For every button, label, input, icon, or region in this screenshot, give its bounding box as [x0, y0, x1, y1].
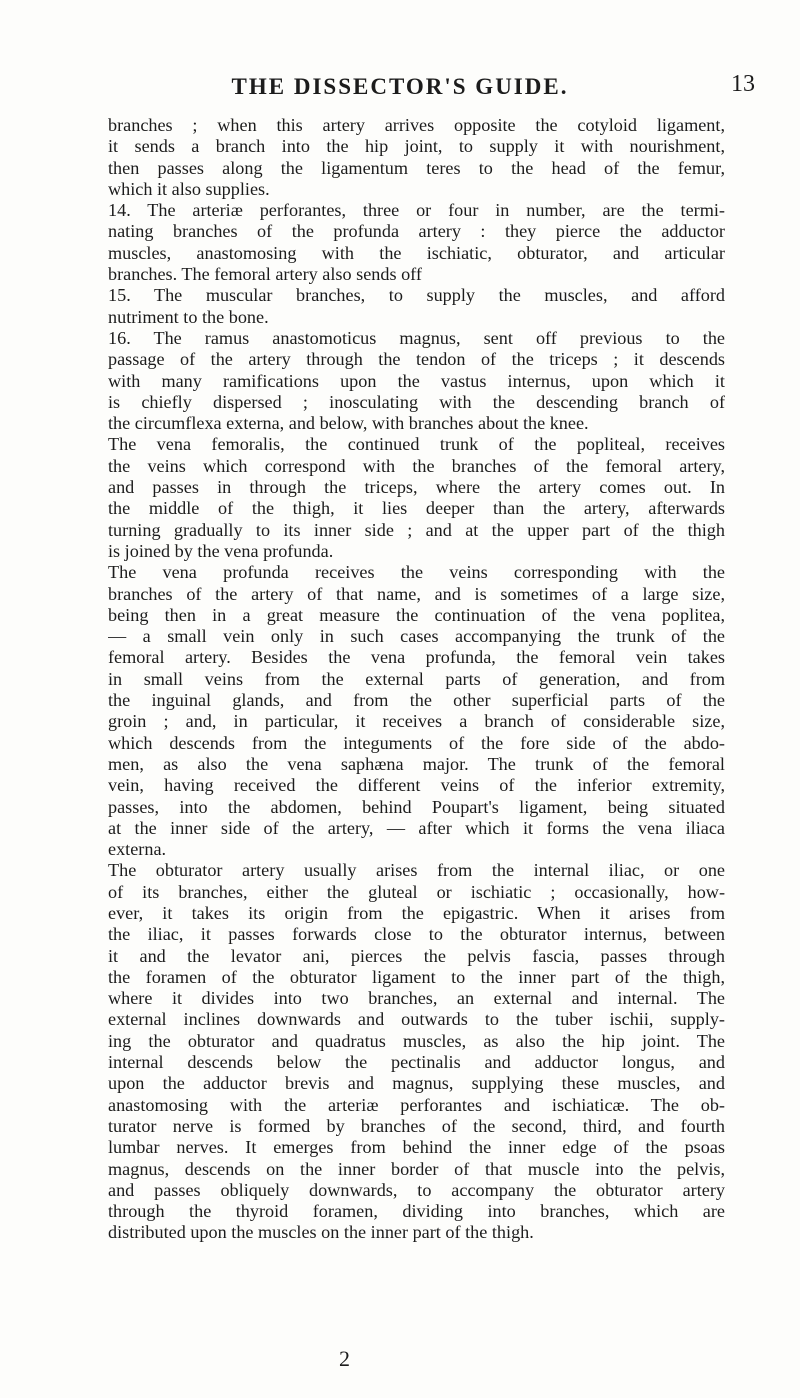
text-line: muscles, anastomosing with the ischiatic, obturator, and articular	[108, 242, 725, 263]
text-line: branches of the artery of that name, and is sometimes of a large size,	[108, 583, 725, 604]
text-line: anastomosing with the arteriæ perforantes and ischiaticæ. The ob-	[108, 1094, 725, 1115]
text-line: The vena profunda receives the veins corresponding with the	[108, 562, 725, 583]
text-line: which descends from the integuments of the fore side of the abdo-	[108, 732, 725, 753]
text-line: 14. The arteriæ perforantes, three or four in number, are the termi-	[108, 200, 725, 221]
body-text	[108, 115, 725, 1244]
text-line: ever, it takes its origin from the epigastric. When it arises from	[108, 902, 725, 923]
text-line: being then in a great measure the continuation of the vena poplitea,	[108, 604, 725, 625]
text-line: nutriment to the bone.	[108, 306, 269, 327]
text-line: internal descends below the pectinalis and adductor longus, and	[108, 1052, 725, 1073]
text-line: the foramen of the obturator ligament to the inner part of the thigh,	[108, 966, 725, 987]
text-line: and passes obliquely downwards, to accompany the obturator artery	[108, 1179, 725, 1200]
text-line: of its branches, either the gluteal or ischiatic ; occasionally, how-	[108, 881, 725, 902]
text-line: the veins which correspond with the branches of the femoral artery,	[108, 455, 725, 476]
page-number: 13	[731, 71, 755, 97]
text-line: externa.	[108, 839, 167, 860]
text-line: the iliac, it passes forwards close to the obturator internus, between	[108, 924, 725, 945]
text-line: which it also supplies.	[108, 178, 270, 199]
text-line: then passes along the ligamentum teres to the head of the femur,	[108, 157, 725, 178]
text-line: turator nerve is formed by branches of the second, third, and fourth	[108, 1115, 725, 1136]
text-line: The vena femoralis, the continued trunk of the popliteal, receives	[108, 434, 725, 455]
text-line: the circumflexa externa, and below, with branches about the knee.	[108, 413, 589, 434]
text-line: distributed upon the muscles on the inner part of the thigh.	[108, 1222, 534, 1243]
text-line: branches. The femoral artery also sends off	[108, 264, 422, 285]
text-line: the middle of the thigh, it lies deeper than the artery, afterwards	[108, 498, 725, 519]
text-line: 15. The muscular branches, to supply the muscles, and afford	[108, 285, 725, 306]
text-line: passage of the artery through the tendon of the triceps ; it descends	[108, 349, 725, 370]
text-line: femoral artery. Besides the vena profunda, the femoral vein takes	[108, 647, 725, 668]
text-line: it sends a branch into the hip joint, to supply it with nourishment,	[108, 136, 725, 157]
running-head	[0, 71, 800, 104]
text-line: men, as also the vena saphæna major. The trunk of the femoral	[108, 753, 725, 774]
text-line: where it divides into two branches, an external and internal. The	[108, 988, 725, 1009]
text-line: is chiefly dispersed ; inosculating with the descending branch of	[108, 391, 725, 412]
text-line: through the thyroid foramen, dividing into branches, which are	[108, 1201, 725, 1222]
text-line: turning gradually to its inner side ; and at the upper part of the thigh	[108, 519, 725, 540]
text-line: nating branches of the profunda artery : they pierce the adductor	[108, 221, 725, 242]
text-line: vein, having received the different veins of the inferior extremity,	[108, 775, 725, 796]
text-line: external inclines downwards and outwards to the tuber ischii, supply-	[108, 1009, 725, 1030]
text-line: branches ; when this artery arrives opposite the cotyloid ligament,	[108, 115, 725, 135]
text-line: with many ramifications upon the vastus internus, upon which it	[108, 370, 725, 391]
text-line: the inguinal glands, and from the other superficial parts of the	[108, 690, 725, 711]
text-line: lumbar nerves. It emerges from behind the inner edge of the psoas	[108, 1137, 725, 1158]
text-line: groin ; and, in particular, it receives a branch of considerable size,	[108, 711, 725, 732]
text-line: it and the levator ani, pierces the pelvis fascia, passes through	[108, 945, 725, 966]
signature-mark: 2	[339, 1346, 350, 1371]
text-line: 16. The ramus anastomoticus magnus, sent off previous to the	[108, 327, 725, 348]
text-line: is joined by the vena profunda.	[108, 540, 334, 561]
text-line: — a small vein only in such cases accompanying the trunk of the	[108, 626, 725, 647]
text-line: upon the adductor brevis and magnus, supplying these muscles, and	[108, 1073, 725, 1094]
running-title: THE DISSECTOR'S GUIDE.	[231, 74, 569, 99]
text-line: ing the obturator and quadratus muscles, as also the hip joint. The	[108, 1030, 725, 1051]
text-line: magnus, descends on the inner border of that muscle into the pelvis,	[108, 1158, 725, 1179]
text-line: passes, into the abdomen, behind Poupart's ligament, being situated	[108, 796, 725, 817]
text-line: in small veins from the external parts of generation, and from	[108, 668, 725, 689]
text-line: at the inner side of the artery, — after which it forms the vena iliaca	[108, 817, 725, 838]
text-line: and passes in through the triceps, where the artery comes out. In	[108, 477, 725, 498]
text-line: The obturator artery usually arises from the internal iliac, or one	[108, 860, 725, 881]
